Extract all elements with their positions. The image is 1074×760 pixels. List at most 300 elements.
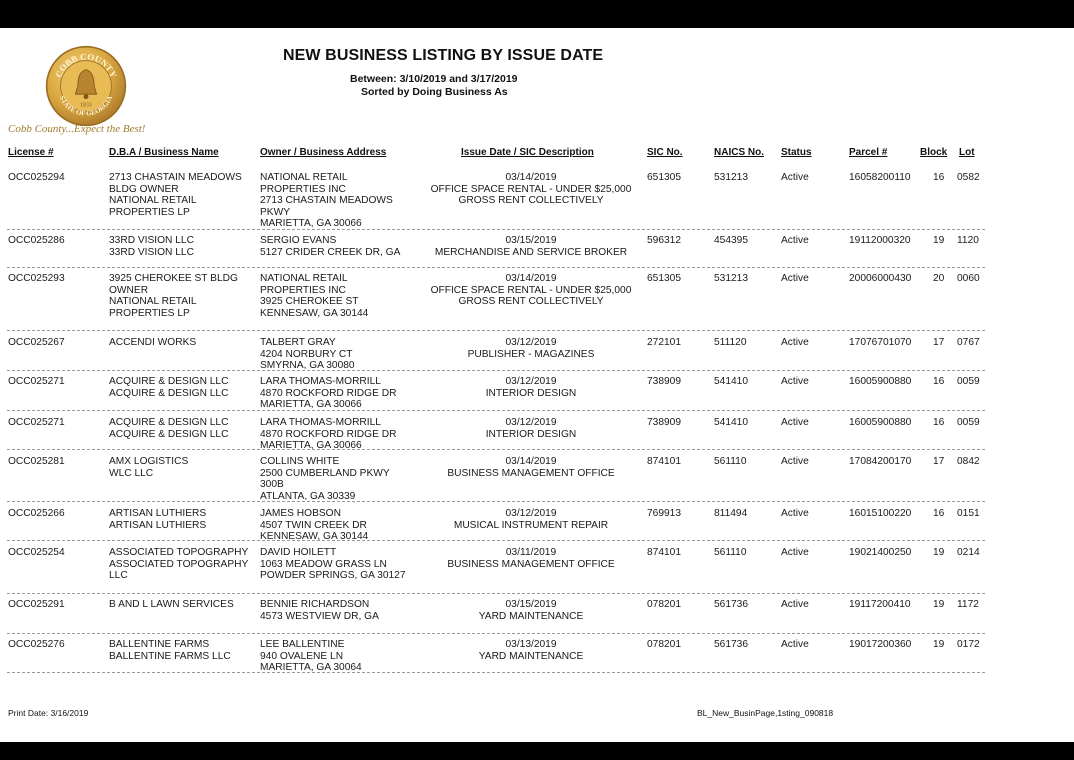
cell-line: OCC025294 [8,172,65,183]
county-tagline: Cobb County...Expect the Best! [8,123,146,135]
cell-sic [647,508,681,520]
cell-line: WLC LLC [109,467,154,479]
cell-line: 17084200170 [849,456,912,467]
cell-line: KENNESAW, GA 30144 [260,307,369,319]
cell-line: LLC [109,570,128,582]
row-divider [7,540,985,541]
row-divider [7,593,985,594]
row-divider [7,672,985,673]
cell-line: BUSINESS MANAGEMENT OFFICE [447,467,615,479]
row-divider [7,449,985,450]
cell-block [933,508,944,520]
cell-lot [957,273,980,285]
cell-naics [714,599,748,611]
cell-line: AMX LOGISTICS [109,456,189,467]
cell-sic [647,547,681,559]
cell-status [781,639,809,651]
cell-issue [411,273,651,308]
header-naics: NAICS No. [714,147,764,158]
cell-license [8,235,65,247]
cell-line: 16 [933,376,945,387]
cell-line: 16 [933,417,945,428]
row-divider [7,370,985,371]
cell-lot [957,172,980,184]
cell-line: OCC025286 [8,235,65,246]
cell-line: BENNIE RICHARDSON [260,599,370,610]
cell-line: NATIONAL RETAIL [109,296,197,308]
cell-line: OCC025267 [8,337,65,348]
cell-owner [260,547,406,582]
cell-dba [109,599,234,611]
print-date: Print Date: 3/16/2019 [8,708,89,718]
cell-line: PUBLISHER - MAGAZINES [467,348,595,360]
cell-block [933,547,944,559]
cell-line: SERGIO EVANS [260,235,337,246]
cell-line: 738909 [647,417,681,428]
cell-block [933,417,944,429]
cell-sic [647,639,681,651]
cell-owner [260,376,396,411]
report-page [0,28,1074,742]
cell-line: GROSS RENT COLLECTIVELY [458,296,604,308]
cell-sic [647,417,681,429]
report-id: BL_New_BusinPage,1sting_090818 [697,708,834,718]
svg-text:COBB COUNTY: COBB COUNTY [53,51,119,80]
cell-line: NATIONAL RETAIL [260,172,348,183]
cell-owner [260,273,368,319]
cell-line: 2713 CHASTAIN MEADOWS [260,195,393,207]
cell-dba [109,235,194,258]
cell-line: NATIONAL RETAIL [109,195,197,207]
cell-line: OCC025281 [8,456,65,467]
cell-license [8,337,65,349]
cell-block [933,599,944,611]
cell-line: Active [781,456,809,467]
cell-line: 300B [260,479,284,491]
cell-line: Active [781,273,809,284]
cell-line: BALLENTINE FARMS LLC [109,650,231,662]
cell-line: 651305 [647,273,681,284]
header-dba: D.B.A / Business Name [109,147,219,158]
cell-issue [411,508,651,531]
cell-status [781,456,809,468]
cell-dba [109,172,242,218]
cell-line: 03/14/2019 [505,456,557,467]
cell-line: YARD MAINTENANCE [478,610,584,622]
cell-line: BLDG OWNER [109,183,179,195]
cell-line: KENNESAW, GA 30144 [260,531,369,543]
cell-line: 03/12/2019 [505,376,557,387]
cell-line: 4573 WESTVIEW DR, GA [260,610,379,622]
cell-naics [714,172,748,184]
cell-issue [411,417,651,440]
cell-line: Active [781,337,809,348]
header-owner: Owner / Business Address [260,147,387,158]
cell-line: 03/15/2019 [505,235,557,246]
cell-sic [647,599,681,611]
cell-line: 03/13/2019 [505,639,557,650]
cell-line: ARTISAN LUTHIERS [109,508,207,519]
cell-line: COLLINS WHITE [260,456,340,467]
cell-line: 811494 [714,508,748,519]
cell-line: 078201 [647,599,681,610]
cell-line: POWDER SPRINGS, GA 30127 [260,570,406,582]
cobb-county-seal-logo [45,45,127,127]
cell-line: 738909 [647,376,681,387]
cell-parcel [849,547,911,559]
cell-line: 561736 [714,639,748,650]
cell-parcel [849,599,911,611]
cell-dba [109,376,228,399]
cell-lot [957,547,980,559]
header-issue: Issue Date / SIC Description [461,147,594,158]
cell-line: 4870 ROCKFORD RIDGE DR [260,428,397,440]
cell-line: 1063 MEADOW GRASS LN [260,558,387,570]
cell-sic [647,376,681,388]
cell-lot [957,235,979,247]
cell-owner [260,172,393,230]
cell-line: ATLANTA, GA 30339 [260,490,356,502]
cell-line: 19 [933,599,945,610]
cell-line: 03/14/2019 [505,273,557,284]
cell-line: 1120 [957,235,979,246]
cell-line: 541410 [714,376,748,387]
cell-line: 17076701070 [849,337,912,348]
cell-issue [411,172,651,207]
cell-line: 03/15/2019 [505,599,557,610]
cell-status [781,508,809,520]
cell-dba [109,639,231,662]
cell-parcel [849,172,911,184]
cell-line: PROPERTIES INC [260,284,346,296]
cell-naics [714,376,748,388]
cell-owner [260,235,400,258]
cell-line: MERCHANDISE AND SERVICE BROKER [434,246,628,258]
cell-dba [109,547,248,582]
cell-line: 0060 [957,273,980,284]
cell-status [781,376,809,388]
report-title: NEW BUSINESS LISTING BY ISSUE DATE [283,47,604,64]
cell-line: 17 [933,337,945,348]
cell-sic [647,337,681,349]
cell-line: 33RD VISION LLC [109,246,194,258]
cell-lot [957,337,980,349]
cell-line: 4204 NORBURY CT [260,348,353,360]
svg-text:1833: 1833 [80,102,92,109]
cell-owner [260,639,362,674]
cell-line: 0214 [957,547,980,558]
cell-line: PKWY [260,206,291,218]
cell-lot [957,376,980,388]
cell-owner [260,508,368,543]
cell-line: 3925 CHEROKEE ST [260,296,359,308]
cell-line: 651305 [647,172,681,183]
cell-line: 541410 [714,417,748,428]
cell-line: OCC025271 [8,417,65,428]
cell-line: Active [781,508,809,519]
cell-dba [109,456,188,479]
cell-line: INTERIOR DESIGN [485,428,577,440]
cell-parcel [849,273,911,285]
header-license: License # [8,147,54,158]
cell-line: OFFICE SPACE RENTAL - UNDER $25,000 [430,183,632,195]
cell-naics [714,456,746,468]
cell-line: PROPERTIES LP [109,206,190,218]
cell-line: 03/12/2019 [505,417,557,428]
cell-line: 19112000320 [849,235,911,246]
cell-status [781,417,809,429]
cell-parcel [849,417,911,429]
cell-status [781,337,809,349]
cell-line: 19017200360 [849,639,912,650]
cell-line: ACQUIRE & DESIGN LLC [109,428,229,440]
cell-line: 454395 [714,235,748,246]
cell-line: 561110 [714,456,747,467]
cell-issue [411,235,651,258]
cell-parcel [849,639,911,651]
cell-line: 561110 [714,547,747,558]
cell-lot [957,456,980,468]
cell-block [933,235,944,247]
header-status: Status [781,147,812,158]
cell-line: 874101 [647,547,681,558]
cell-dba [109,337,196,349]
row-divider [7,501,985,502]
cell-line: 33RD VISION LLC [109,235,194,246]
cell-line: Active [781,639,809,650]
cell-owner [260,337,355,372]
date-range-subtitle: Between: 3/10/2019 and 3/17/2019 [350,73,518,85]
cell-line: GROSS RENT COLLECTIVELY [458,195,604,207]
cell-line: 561736 [714,599,748,610]
cell-line: 0767 [957,337,980,348]
cell-owner [260,456,390,502]
cell-block [933,172,944,184]
row-divider [7,267,985,268]
cell-license [8,547,65,559]
cell-block [933,337,944,349]
cell-license [8,639,65,651]
header-parcel: Parcel # [849,147,888,158]
cell-line: MARIETTA, GA 30066 [260,218,362,230]
cell-line: 19 [933,639,945,650]
cell-status [781,599,809,611]
cell-parcel [849,456,911,468]
sort-subtitle: Sorted by Doing Business As [361,86,508,98]
cell-license [8,172,65,184]
header-lot: Lot [959,147,975,158]
cell-line: 596312 [647,235,681,246]
cell-sic [647,456,681,468]
cell-line: NATIONAL RETAIL [260,273,348,284]
cell-line: 16005900880 [849,417,912,428]
cell-license [8,508,65,520]
cell-line: Active [781,376,809,387]
cell-line: INTERIOR DESIGN [485,387,577,399]
cell-license [8,599,65,611]
cell-dba [109,417,228,440]
cell-parcel [849,235,911,247]
cell-license [8,417,65,429]
cell-line: OWNER [109,284,149,296]
cell-owner [260,417,396,452]
cell-parcel [849,508,911,520]
cell-line: 0059 [957,376,980,387]
cell-license [8,273,65,285]
cell-line: TALBERT GRAY [260,337,336,348]
cell-line: OCC025271 [8,376,65,387]
cell-line: LARA THOMAS-MORRILL [260,417,381,428]
cell-dba [109,273,238,319]
cell-line: 16015100220 [849,508,912,519]
cell-line: ASSOCIATED TOPOGRAPHY [109,558,249,570]
cell-line: 078201 [647,639,681,650]
cell-line: 1172 [957,599,979,610]
cell-issue [411,599,651,622]
cell-dba [109,508,206,531]
cell-line: PROPERTIES LP [109,307,190,319]
cell-line: SMYRNA, GA 30080 [260,360,355,372]
header-block: Block [920,147,948,158]
cell-line: Active [781,172,809,183]
cell-line: 4507 TWIN CREEK DR [260,519,367,531]
cell-status [781,172,809,184]
cell-block [933,273,944,285]
cell-line: BALLENTINE FARMS [109,639,210,650]
cell-line: OCC025266 [8,508,65,519]
cell-line: 3925 CHEROKEE ST BLDG [109,273,238,284]
cell-line: 511120 [714,337,747,348]
cell-sic [647,273,681,285]
cell-issue [411,376,651,399]
cell-line: 940 OVALENE LN [260,650,344,662]
cell-issue [411,337,651,360]
cell-line: ACQUIRE & DESIGN LLC [109,387,229,399]
row-divider [7,410,985,411]
cell-line: Active [781,235,809,246]
cell-line: ARTISAN LUTHIERS [109,519,207,531]
cell-issue [411,547,651,570]
bottom-black-bar [0,742,1074,760]
cell-line: DAVID HOILETT [260,547,337,558]
cell-line: ACQUIRE & DESIGN LLC [109,376,229,387]
cell-line: PROPERTIES INC [260,183,346,195]
cell-line: OFFICE SPACE RENTAL - UNDER $25,000 [430,284,632,296]
cell-naics [714,337,746,349]
cell-line: Active [781,417,809,428]
cell-line: BUSINESS MANAGEMENT OFFICE [447,558,615,570]
cell-line: 16 [933,172,945,183]
cell-line: MARIETTA, GA 30064 [260,662,362,674]
cell-parcel [849,376,911,388]
cell-line: OCC025254 [8,547,65,558]
cell-status [781,235,809,247]
cell-line: 0151 [957,508,980,519]
cell-line: OCC025276 [8,639,65,650]
cell-lot [957,508,980,520]
cell-issue [411,456,651,479]
cell-line: 4870 ROCKFORD RIDGE DR [260,387,397,399]
cell-line: 17 [933,456,945,467]
cell-line: JAMES HOBSON [260,508,341,519]
cell-line: 16058200110 [849,172,911,183]
cell-license [8,376,65,388]
cell-block [933,456,944,468]
cell-line: Active [781,547,809,558]
cell-block [933,376,944,388]
cell-naics [714,417,748,429]
cell-block [933,639,944,651]
cell-line: 0059 [957,417,980,428]
svg-text:STATE OF GEORGIA: STATE OF GEORGIA [57,94,115,118]
cell-line: ASSOCIATED TOPOGRAPHY [109,547,249,558]
cell-line: 531213 [714,273,748,284]
cell-line: 874101 [647,456,681,467]
cell-line: Active [781,599,809,610]
cell-line: 5127 CRIDER CREEK DR, GA [260,246,401,258]
cell-line: 19021400250 [849,547,912,558]
cell-line: OCC025293 [8,273,65,284]
cell-line: 531213 [714,172,748,183]
cell-line: 0842 [957,456,980,467]
cell-line: 20 [933,273,945,284]
cell-status [781,273,809,285]
cell-line: 0582 [957,172,980,183]
cell-parcel [849,337,911,349]
cell-line: 769913 [647,508,681,519]
cell-line: 16005900880 [849,376,912,387]
cell-issue [411,639,651,662]
cell-naics [714,273,748,285]
cell-line: ACCENDI WORKS [109,337,197,348]
cell-line: 272101 [647,337,681,348]
row-divider [7,330,985,331]
cell-line: 03/12/2019 [505,508,557,519]
cell-line: OCC025291 [8,599,65,610]
cell-line: LARA THOMAS-MORRILL [260,376,381,387]
cell-naics [714,639,748,651]
cell-sic [647,172,681,184]
cell-lot [957,417,980,429]
cell-line: LEE BALLENTINE [260,639,345,650]
cell-lot [957,599,979,611]
cell-sic [647,235,681,247]
cell-line: 19 [933,547,945,558]
cell-owner [260,599,379,622]
cell-line: 03/12/2019 [505,337,557,348]
cell-line: 03/14/2019 [505,172,557,183]
cell-line: 2500 CUMBERLAND PKWY [260,467,390,479]
cell-license [8,456,65,468]
cell-line: 0172 [957,639,980,650]
cell-line: B AND L LAWN SERVICES [109,599,234,610]
cell-line: 19 [933,235,945,246]
cell-line: 20006000430 [849,273,912,284]
cell-line: 03/11/2019 [505,547,557,558]
cell-naics [714,235,748,247]
row-divider [7,229,985,230]
cell-line: ACQUIRE & DESIGN LLC [109,417,229,428]
header-sic: SIC No. [647,147,683,158]
cell-line: MUSICAL INSTRUMENT REPAIR [453,519,609,531]
cell-line: 2713 CHASTAIN MEADOWS [109,172,242,183]
cell-line: YARD MAINTENANCE [478,650,584,662]
cell-status [781,547,809,559]
cell-lot [957,639,980,651]
cell-naics [714,508,747,520]
cell-line: 16 [933,508,945,519]
cell-naics [714,547,746,559]
